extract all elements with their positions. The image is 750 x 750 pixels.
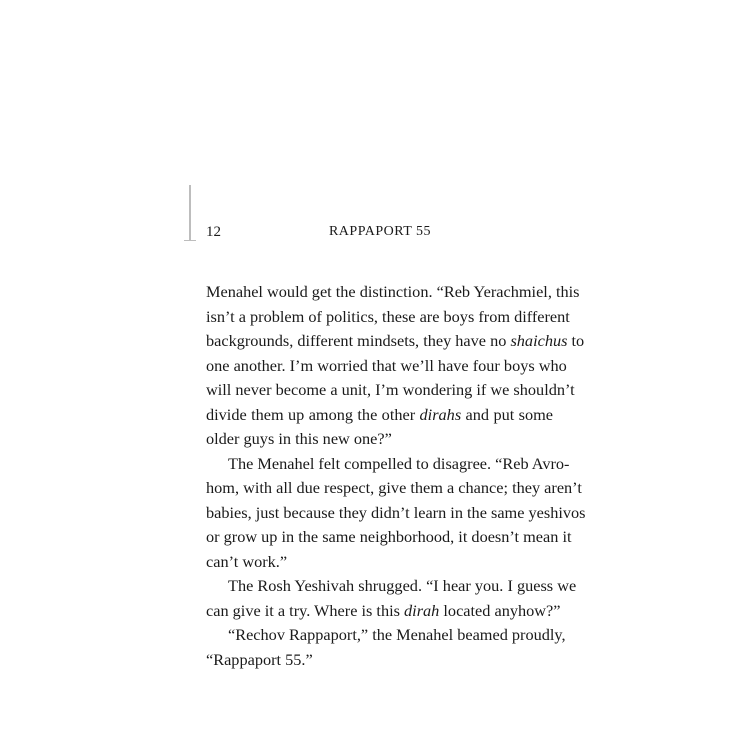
text-line — [206, 354, 567, 379]
page-number: 12 — [206, 224, 221, 240]
crop-mark — [189, 185, 191, 241]
text-segment: or grow up in the same neighborhood, it doesn’t mean it — [206, 527, 572, 546]
text-segment: and put some — [461, 404, 554, 424]
text-segment: babies, just because they didn’t learn in the same yeshivos — [206, 502, 586, 522]
italic-term: dirahs — [419, 404, 462, 424]
text-line — [206, 648, 553, 673]
text-line — [206, 476, 582, 501]
italic-term: shaichus — [510, 331, 568, 350]
text-segment: to — [567, 331, 585, 350]
text-line — [206, 280, 580, 305]
text-line — [206, 501, 586, 526]
text-line — [206, 452, 570, 477]
text-segment: The Rosh Yeshivah shrugged. “I hear you. I guess we — [228, 576, 577, 595]
crop-mark-tick — [184, 240, 196, 241]
text-line — [206, 378, 575, 403]
text-line — [206, 427, 553, 452]
text-line — [206, 574, 577, 599]
text-segment: The Menahel felt compelled to disagree. “Reb Avro- — [228, 453, 570, 473]
text-line — [206, 403, 553, 428]
text-segment: one another. I’m worried that we’ll have four boys who — [206, 355, 567, 375]
text-segment: “Rechov Rappaport,” the Menahel beamed proudly, — [228, 625, 566, 644]
text-segment: older guys in this new one?” — [206, 429, 392, 448]
running-head: RAPPAPORT 55 — [328, 224, 432, 239]
text-line — [206, 305, 570, 330]
text-segment: can give it a try. Where is this — [206, 600, 405, 620]
text-segment: “Rappaport 55.” — [206, 649, 313, 669]
text-segment: can’t work.” — [206, 551, 288, 571]
text-line — [206, 525, 572, 550]
text-line — [206, 599, 561, 624]
text-segment: hom, with all due respect, give them a chance; they aren’t — [206, 478, 582, 497]
text-line — [206, 550, 553, 575]
italic-term: dirah — [404, 600, 440, 620]
text-line — [206, 623, 566, 648]
text-segment: will never become a unit, I’m wondering if we shouldn’t — [206, 380, 575, 399]
text-segment: Menahel would get the distinction. “Reb Yerachmiel, this — [206, 282, 580, 301]
body-text — [206, 280, 586, 672]
text-line — [206, 329, 585, 354]
text-segment: backgrounds, different mindsets, they have no — [206, 331, 511, 350]
text-segment: divide them up among the other — [206, 404, 420, 424]
text-segment: located anyhow?” — [439, 600, 561, 620]
text-segment: isn’t a problem of politics, these are boys from different — [206, 306, 570, 326]
